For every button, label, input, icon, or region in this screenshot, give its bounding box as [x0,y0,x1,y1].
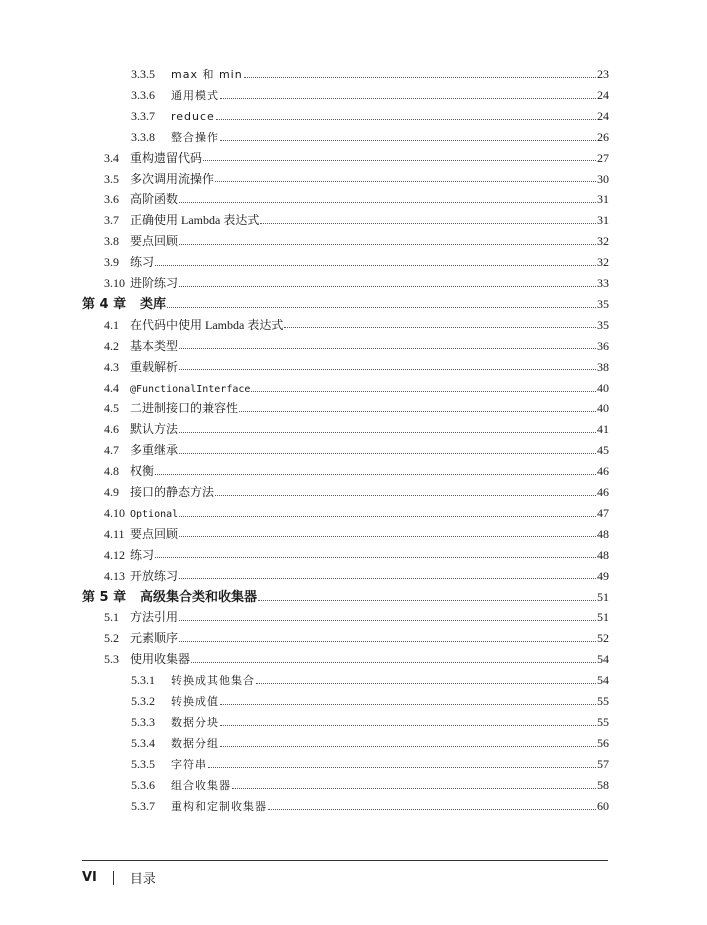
toc-entry-number: 5.3.3 [131,714,155,729]
toc-entry[interactable] [104,275,609,291]
footer-separator [113,871,114,885]
toc-entry-number: 5.1 [104,610,119,625]
toc-page-number: 27 [597,150,609,165]
toc-dot-leader [244,77,596,78]
toc-page-number: 31 [597,213,609,228]
toc-dot-leader [215,181,596,182]
toc-dot-leader [179,432,596,433]
toc-entry[interactable] [104,338,609,354]
toc-entry-title: 二进制接口的兼容性 [130,401,239,416]
toc-entry[interactable] [104,171,609,187]
toc-page-number: 47 [597,505,609,520]
toc-entry-title: 练习 [130,547,155,562]
toc-entry-number: 3.5 [104,171,119,186]
toc-page-number: 57 [597,756,609,771]
toc-entry-title: 字符串 [171,757,207,771]
toc-entry[interactable] [131,798,609,815]
toc-page-number: 55 [597,714,609,729]
toc-page-number: 56 [597,735,609,750]
toc-entry-title: 组合收集器 [171,778,231,792]
toc-dot-leader [220,98,596,99]
toc-page-number: 38 [597,359,609,374]
toc-entry-title: 在代码中使用 Lambda 表达式 [130,317,284,332]
toc-entry-title: 方法引用 [130,610,179,625]
toc-dot-leader [284,327,596,328]
toc-page-number: 52 [597,631,609,646]
toc-dot-leader [251,391,596,392]
toc-page-number: 32 [597,234,609,249]
toc-entry-title: 多次调用流操作 [130,171,215,186]
toc-page-number: 40 [597,380,609,395]
toc-entry-title: 重构遗留代码 [130,150,203,165]
toc-entry[interactable] [104,317,609,333]
page-footer [82,868,156,887]
toc-dot-leader [179,244,596,245]
toc-entry-number: 3.8 [104,234,119,249]
toc-entry-title: 整合操作 [171,130,219,144]
toc-page-number: 32 [597,255,609,270]
toc-page-number: 54 [597,652,609,667]
toc-entry[interactable] [104,484,609,500]
toc-entry-title: 基本类型 [130,338,179,353]
toc-dot-leader [268,809,596,810]
toc-page-number: 46 [597,464,609,479]
toc-dot-leader [179,202,596,203]
toc-entry-number: 5.3.7 [131,798,155,813]
toc-dot-leader [220,140,596,141]
toc-entry-number: 5.3.2 [131,694,155,708]
toc-entry-title: 类库 [140,296,167,312]
toc-dot-leader [179,620,596,621]
footer-page-number: VI [82,870,97,885]
toc-page-number: 33 [597,276,609,290]
toc-page-number: 26 [597,129,609,144]
toc-entry-title: 元素顺序 [130,631,179,646]
toc-entry-number: 4.11 [104,526,125,541]
toc-dot-leader [220,746,596,747]
toc-page-number: 36 [597,338,609,353]
toc-entry[interactable] [104,651,609,667]
toc-dot-leader [239,411,596,412]
toc-dot-leader [179,536,596,537]
toc-entry[interactable] [104,191,609,207]
toc-page-number: 35 [597,296,609,311]
toc-page-number: 54 [597,673,609,688]
toc-entry-number: 4.8 [104,464,119,479]
toc-entry-title: 高级集合类和收集器 [140,589,258,605]
toc-entry-title: 多重继承 [130,443,179,458]
toc-page-number: 40 [597,401,609,416]
toc-dot-leader [220,704,596,705]
toc-dot-leader [232,788,596,789]
toc-entry[interactable] [131,777,609,794]
toc-entry[interactable] [104,547,609,563]
toc-dot-leader [155,265,596,266]
toc-dot-leader [256,683,596,684]
toc-entry[interactable] [104,505,609,523]
toc-dot-leader [179,516,596,517]
toc-entry-number: 4.5 [104,401,119,416]
toc-entry-number: 3.4 [104,150,119,165]
toc-dot-leader [215,495,596,496]
footer-rule [82,860,608,861]
toc-entry-title: 开放练习 [130,568,179,583]
toc-entry-number: 4.3 [104,359,119,374]
toc-entry-number: 4.10 [104,505,125,520]
toc-entry[interactable] [131,735,609,752]
toc-entry-title: max 和 min [171,68,243,81]
toc-entry-number: 5.3.1 [131,673,155,688]
toc-entry-number: 5.3.4 [131,735,155,750]
toc-entry-number: 5.3.5 [131,756,155,771]
toc-entry-title: 重载解析 [130,359,179,374]
toc-page-number: 41 [597,422,609,437]
toc-dot-leader [167,307,596,308]
toc-page-number: 45 [597,443,609,458]
toc-entry[interactable] [104,380,609,398]
toc-dot-leader [179,578,596,579]
footer-section-label: 目录 [129,872,156,887]
toc-entry-number: 4.13 [104,568,125,583]
toc-page-number: 24 [597,108,609,123]
toc-entry-number: 4.6 [104,422,119,437]
toc-entry-title: 重构和定制收集器 [171,799,267,813]
toc-entry-title: 要点回顾 [130,234,179,249]
toc-entry-title: 数据分组 [171,736,219,750]
toc-page-number: 31 [597,192,609,207]
toc-entry-title: 接口的静态方法 [130,485,215,499]
toc-entry-number: 第 5 章 [82,589,127,605]
toc-entry-title: 要点回顾 [130,526,179,541]
toc-entry-number: 第 4 章 [82,296,127,312]
toc-entry-number: 5.3 [104,652,119,667]
toc-chapter-entry[interactable] [82,296,609,313]
toc-chapter-entry[interactable] [82,589,609,606]
toc-page-number: 24 [597,87,609,102]
toc-page-number: 23 [597,67,609,81]
toc-dot-leader [208,767,596,768]
toc-page-number: 60 [597,798,609,813]
toc-dot-leader [179,641,596,642]
toc-dot-leader [260,223,596,224]
toc-entry-title: 转换成其他集合 [171,674,255,688]
toc-entry[interactable] [131,87,609,104]
toc-page-number: 46 [597,485,609,499]
toc-entry-number: 4.7 [104,443,119,458]
toc-dot-leader [179,286,596,287]
toc-entry[interactable] [104,526,609,542]
toc-page-number: 35 [597,317,609,332]
toc-entry[interactable] [131,129,609,146]
toc-entry[interactable] [131,693,609,710]
toc-entry-number: 4.9 [104,485,119,499]
toc-entry-title: 使用收集器 [130,652,191,667]
toc-page-number: 58 [597,777,609,792]
toc-entry[interactable] [104,463,609,479]
toc-entry[interactable] [131,714,609,731]
toc-entry-number: 5.2 [104,631,119,646]
toc-page-number: 48 [597,547,609,562]
toc-entry-title: 正确使用 Lambda 表达式 [130,213,260,228]
toc-entry-title: 进阶练习 [130,276,179,290]
toc-entry-title: 数据分块 [171,715,219,729]
toc-entry-number: 4.1 [104,317,119,332]
toc-dot-leader [155,474,596,475]
toc-entry-title: Optional [130,508,179,520]
toc-entry[interactable] [104,150,609,166]
toc-entry[interactable] [131,756,609,773]
toc-entry[interactable] [104,442,609,458]
toc-entry-number: 3.3.8 [131,129,155,144]
toc-page-number: 48 [597,526,609,541]
toc-dot-leader [191,662,596,663]
toc-entry-number: 4.4 [104,380,119,395]
toc-dot-leader [179,453,596,454]
toc-dot-leader [220,725,596,726]
toc-entry-number: 3.7 [104,213,119,228]
toc-entry-title: 权衡 [130,464,155,479]
toc-dot-leader [216,119,596,120]
toc-entry[interactable] [131,66,609,83]
toc-dot-leader [258,600,596,601]
toc-entry[interactable] [131,672,609,689]
toc-dot-leader [179,348,596,349]
toc-page-number: 30 [597,171,609,186]
toc-entry[interactable] [104,359,609,375]
toc-dot-leader [155,557,596,558]
toc-entry-title: 高阶函数 [130,192,179,207]
toc-entry[interactable] [104,609,609,625]
toc-entry-number: 3.3.6 [131,87,155,102]
toc-entry-number: 5.3.6 [131,777,155,792]
toc-entry-number: 3.3.7 [131,108,155,123]
toc-page-number: 55 [597,694,609,708]
toc-dot-leader [179,369,596,370]
toc-entry[interactable] [104,630,609,646]
toc-entry-number: 4.12 [104,547,125,562]
toc-entry-number: 3.6 [104,192,119,207]
toc-entry[interactable] [104,254,609,270]
toc-entry-title: @FunctionalInterface [130,383,251,395]
toc-page-number: 51 [597,589,609,604]
toc-entry-title: 转换成值 [171,695,219,708]
toc-entry-title: reduce [171,109,215,123]
toc-page-number: 51 [597,610,609,625]
toc-entry-title: 通用模式 [171,88,219,102]
toc-page-number: 49 [597,568,609,583]
toc-entry[interactable] [104,212,609,228]
toc-entry[interactable] [104,400,609,416]
toc-entry[interactable] [131,108,609,125]
toc-entry[interactable] [104,421,609,437]
toc-entry-title: 默认方法 [130,422,179,437]
toc-entry-title: 练习 [130,255,155,270]
toc-entry-number: 4.2 [104,338,119,353]
toc-entry[interactable] [104,568,609,584]
toc-entry[interactable] [104,233,609,249]
toc-dot-leader [203,160,596,161]
toc-entry-number: 3.10 [104,276,125,290]
toc-entry-number: 3.3.5 [131,67,155,81]
toc-entry-number: 3.9 [104,255,119,270]
